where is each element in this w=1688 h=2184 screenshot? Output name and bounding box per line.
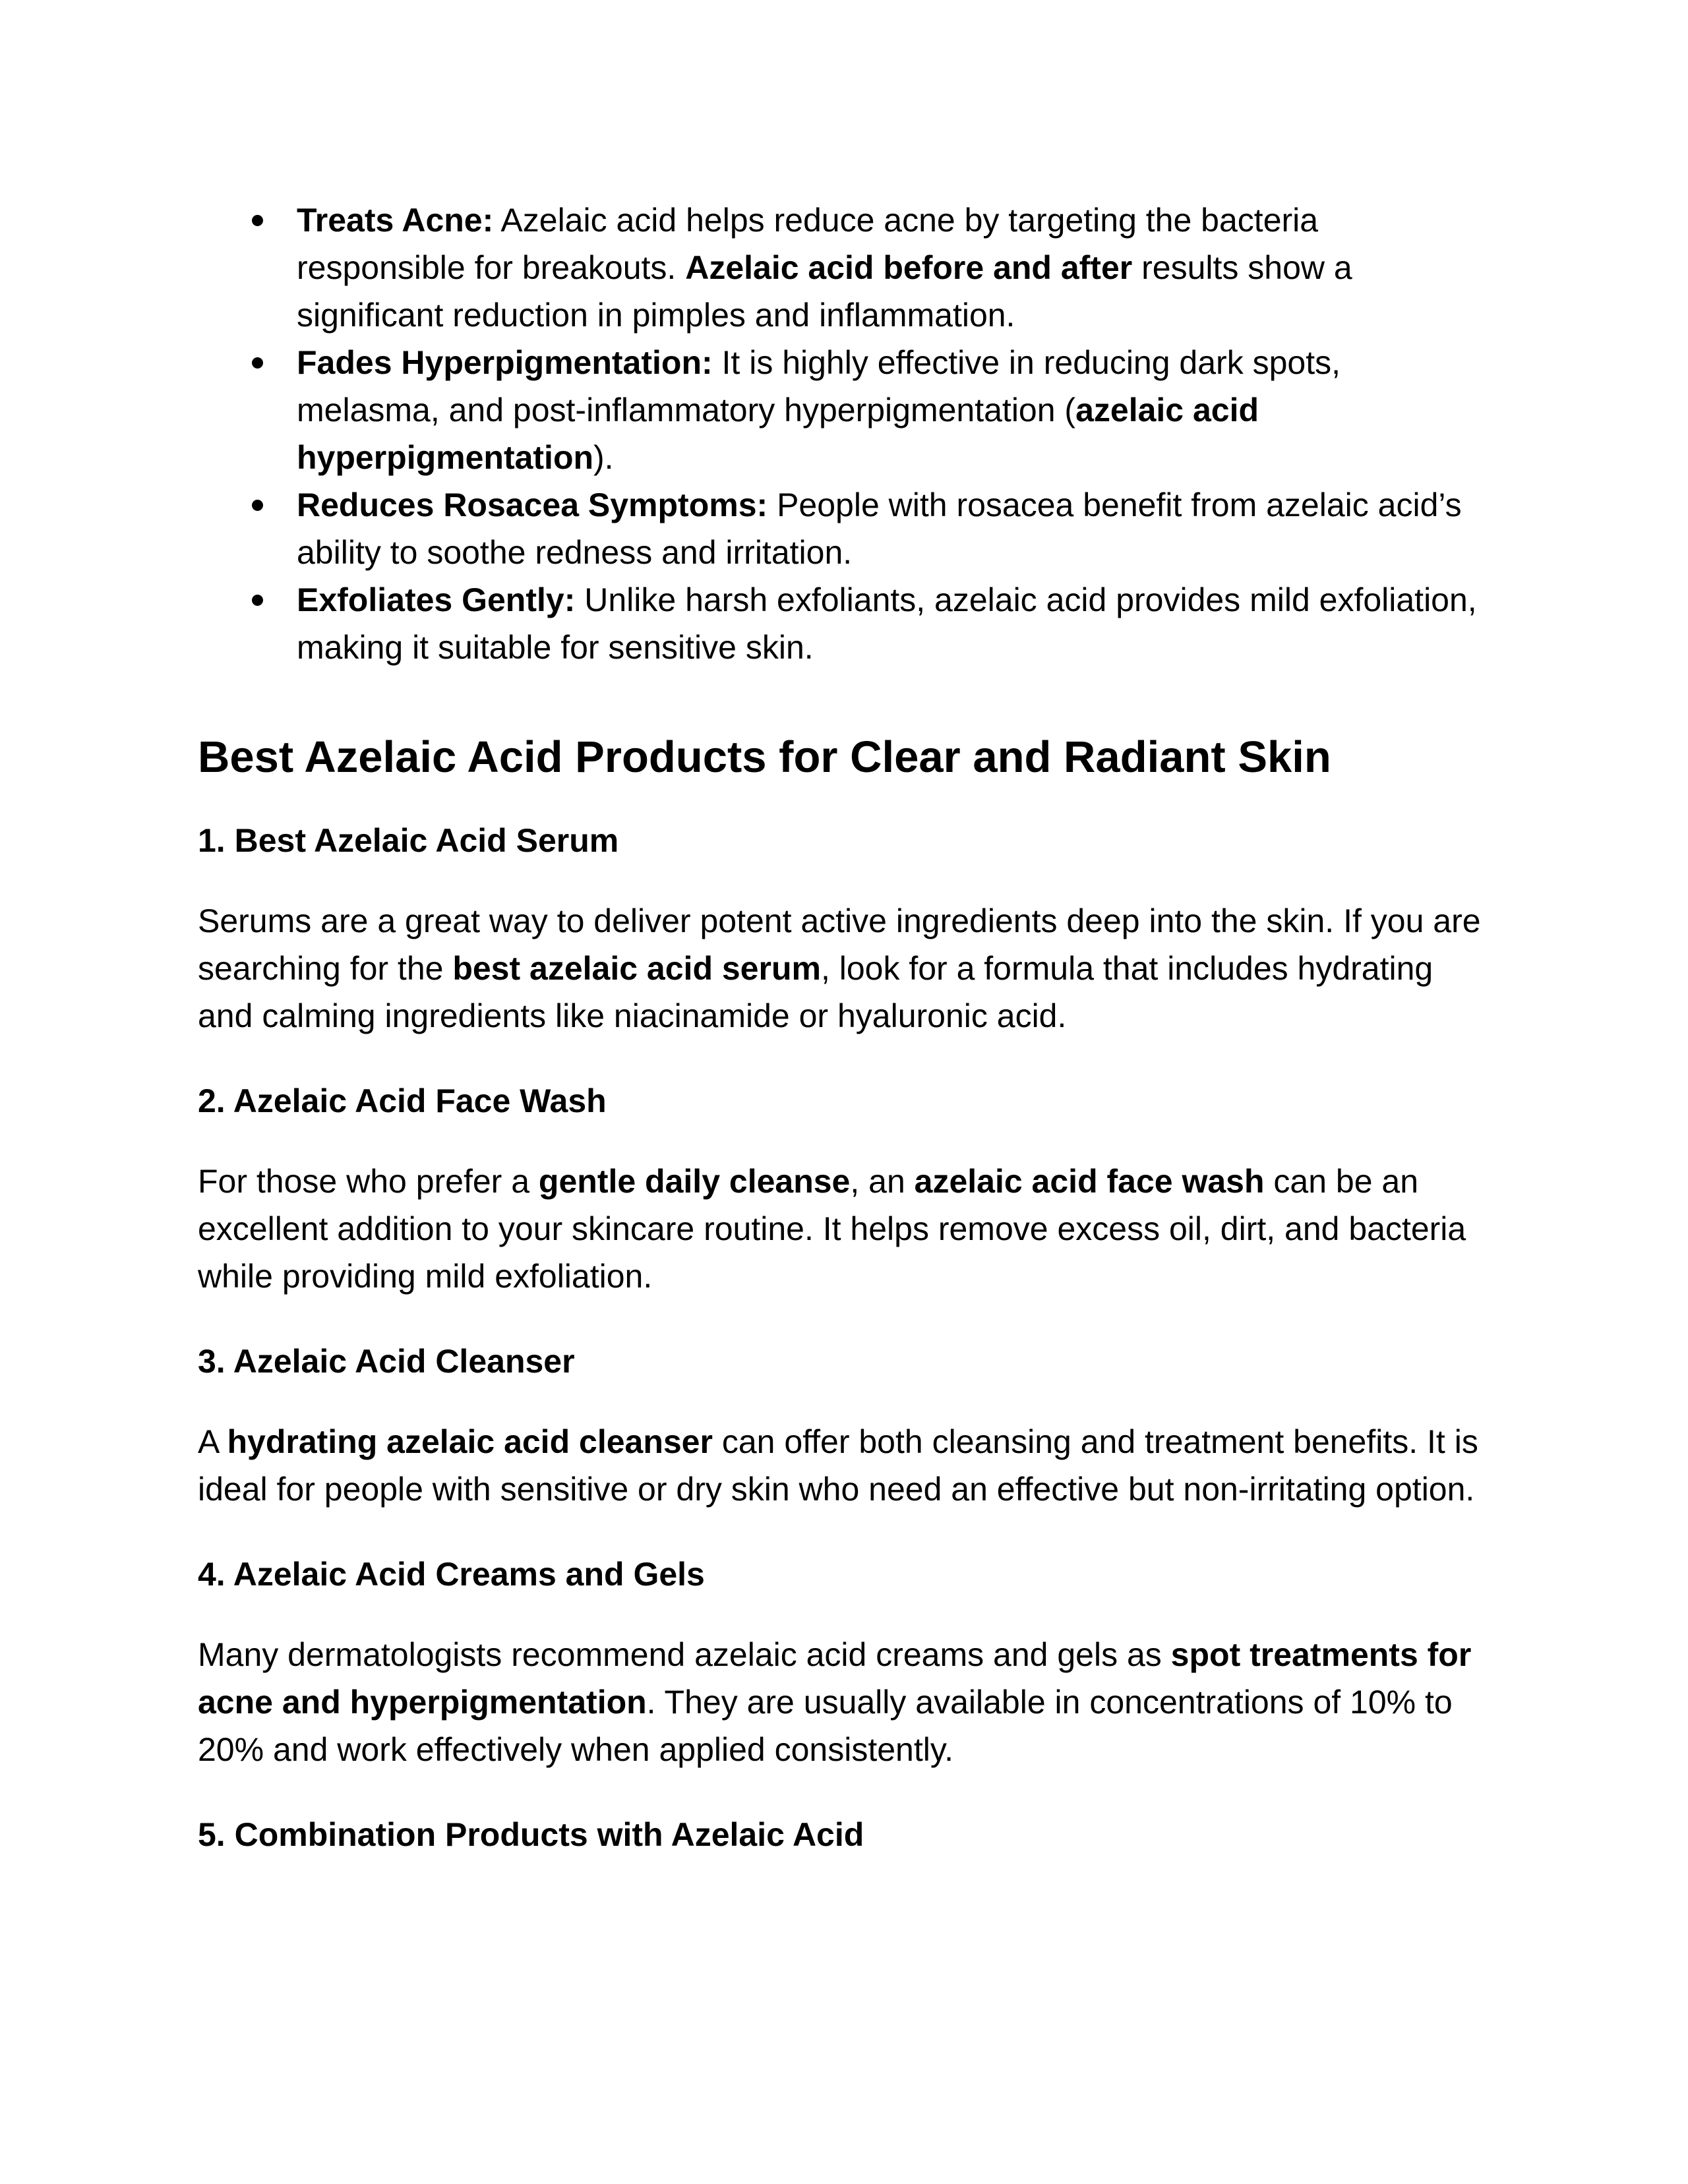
paragraph-text: can be an excellent addition to your skincare routine. It helps remove excess oil, dirt, and bacteria while providing mild exfoliation. — [198, 1163, 1466, 1295]
document-page — [198, 196, 1490, 1858]
benefit-reduces-rosacea — [198, 481, 1490, 576]
benefit-text: results show a significant reduction in pimples and inflammation. — [297, 249, 1352, 334]
benefit-label: Exfoliates Gently: — [297, 581, 576, 618]
benefit-label: Reduces Rosacea Symptoms: — [297, 487, 768, 523]
benefit-text: Unlike harsh exfoliants, azelaic acid provides mild exfoliation, making it suitable for sensitive skin. — [297, 581, 1477, 666]
paragraph-text: Many dermatologists recommend azelaic acid creams and gels as — [198, 1636, 1171, 1673]
paragraph-emphasis: spot treatments for acne and hyperpigmentation — [198, 1636, 1472, 1721]
product-heading-combination: 5. Combination Products with Azelaic Acid — [198, 1816, 864, 1853]
product-paragraph-serum — [198, 897, 1490, 1040]
paragraph-text: A — [198, 1423, 227, 1460]
paragraph-text: For those who prefer a — [198, 1163, 539, 1200]
product-paragraph-cleanser — [198, 1418, 1490, 1513]
bullet-icon — [252, 357, 263, 369]
product-paragraph-creams-gels — [198, 1631, 1490, 1773]
benefit-text: ). — [593, 439, 614, 476]
benefit-label: Fades Hyperpigmentation: — [297, 344, 713, 381]
benefit-text: It is highly effective in reducing dark spots, melasma, and post-inflammatory hyperpigmentation ( — [297, 344, 1341, 428]
paragraph-text: can offer both cleansing and treatment benefits. It is ideal for people with sensitive or dry skin who need an effective but non-irritating option. — [198, 1423, 1478, 1508]
product-heading-face-wash: 2. Azelaic Acid Face Wash — [198, 1082, 607, 1119]
benefit-emphasis: azelaic acid hyperpigmentation — [297, 392, 1259, 476]
section-title: Best Azelaic Acid Products for Clear and Radiant Skin — [198, 732, 1331, 782]
paragraph-emphasis: hydrating azelaic acid cleanser — [227, 1423, 713, 1460]
benefit-text: Azelaic acid helps reduce acne by targeting the bacteria responsible for breakouts. — [297, 202, 1319, 286]
benefits-list — [198, 196, 1490, 671]
paragraph-emphasis: azelaic acid face wash — [914, 1163, 1265, 1200]
paragraph-text: , look for a formula that includes hydrating and calming ingredients like niacinamide or hyaluronic acid. — [198, 950, 1433, 1034]
product-heading-creams-gels: 4. Azelaic Acid Creams and Gels — [198, 1556, 705, 1593]
product-heading-cleanser: 3. Azelaic Acid Cleanser — [198, 1343, 575, 1380]
bullet-icon — [252, 215, 263, 226]
paragraph-emphasis: gentle daily cleanse — [538, 1163, 851, 1200]
benefit-fades-hyperpigmentation — [198, 339, 1490, 481]
paragraph-text: , an — [850, 1163, 915, 1200]
benefit-emphasis: Azelaic acid before and after — [685, 249, 1133, 286]
paragraph-emphasis: best azelaic acid serum — [452, 950, 821, 987]
paragraph-text: Serums are a great way to deliver potent active ingredients deep into the skin. If you are searching for the — [198, 902, 1481, 987]
bullet-icon — [252, 595, 263, 606]
paragraph-text: . They are usually available in concentrations of 10% to 20% and work effectively when applied consistently. — [198, 1684, 1453, 1768]
benefit-label: Treats Acne: — [297, 202, 494, 239]
benefit-exfoliates-gently — [198, 576, 1490, 671]
benefit-text: People with rosacea benefit from azelaic acid’s ability to soothe redness and irritation. — [297, 487, 1462, 571]
product-heading-serum: 1. Best Azelaic Acid Serum — [198, 822, 619, 859]
bullet-icon — [252, 500, 263, 511]
product-paragraph-face-wash — [198, 1158, 1490, 1300]
benefit-treats-acne — [198, 196, 1490, 339]
